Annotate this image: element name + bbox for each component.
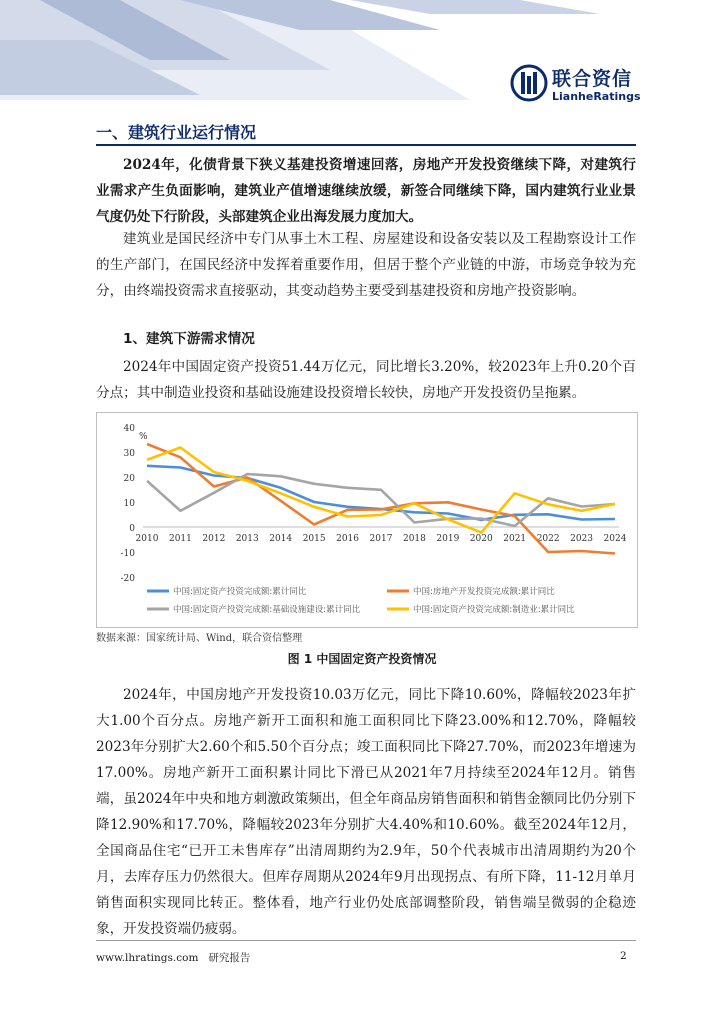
section-divider bbox=[96, 144, 636, 146]
logo-chinese: 联合资信 bbox=[552, 68, 633, 90]
page-number: 2 bbox=[620, 950, 627, 962]
series-line-3 bbox=[147, 474, 615, 526]
chart-source: 数据来源：国家统计局、Wind，联合资信整理 bbox=[96, 633, 303, 644]
x-tick-label: 2020 bbox=[469, 534, 493, 544]
y-tick-label: 10 bbox=[123, 499, 135, 509]
footer-url[interactable]: www.lhratings.com bbox=[96, 952, 199, 964]
legend-label: 中国:固定资产投资完成额:基础设施建设:累计同比 bbox=[173, 605, 361, 615]
x-tick-label: 2017 bbox=[369, 534, 393, 544]
x-tick-label: 2013 bbox=[235, 534, 259, 544]
y-tick-label: 40 bbox=[123, 424, 135, 434]
investment-chart bbox=[96, 412, 638, 628]
y-tick-label: 0 bbox=[129, 524, 135, 534]
investment-paragraph: 2024年中国固定资产投资51.44万亿元，同比增长3.20%，较2023年上升0.20个百分点；其中制造业投资和基础设施建设投资增长较快，房地产开发投资仍呈拖累。 bbox=[96, 359, 636, 401]
section-title: 一、建筑行业运行情况 bbox=[96, 123, 257, 142]
lianhe-logo bbox=[510, 64, 650, 108]
intro-paragraph: 建筑业是国民经济中专门从事土木工程、房屋建设和设备安装以及工程勘察设计工作的生产部门，在国民经济中发挥着重要作用，但居于整个产业链的中游，市场竞争较为充分，由终端投资需求直接驱动，其变动趋势主要受到基建投资和房地产投资影响。 bbox=[96, 231, 636, 299]
lianhe-logo-icon bbox=[510, 64, 548, 102]
footer-label: 研究报告 bbox=[208, 952, 251, 964]
legend-label: 中国:固定资产投资完成额:累计同比 bbox=[173, 587, 307, 597]
y-tick-label: -10 bbox=[120, 549, 135, 559]
real-estate-paragraph: 2024年，中国房地产开发投资10.03万亿元，同比下降10.60%，降幅较2023年扩大1.00个百分点。房地产新开工面积和施工面积同比下降23.00%和12.70%，降幅较2023年分别扩大2.60个和5.50个百分点；竣工面积同比下降27.70%，而2023年增速为17.00%。房地产新开工面积累计同比下滑已从2021年7月持续至2024年12月。销售端，虽2024年中央和地方刺激政策频出，但全年商品房销售面积和销售金额同比仍分别下降12.90%和17.70%，降幅较2023年分别扩大4.40%和10.60%。截至2024年12月，全国商品住宅“已开工未售库存”出清周期约为2.9年，50个代表城市出清周期约为20个月，去库存压力仍然很大。但库存周期从2024年9月出现拐点、有所下降，11-12月单月销售面积实现同比转正。整体看，地产行业仍处底部调整阶段，销售端呈微弱的企稳迹象，开发投资端仍疲弱。 bbox=[96, 687, 636, 937]
x-tick-label: 2021 bbox=[503, 534, 527, 544]
x-tick-label: 2010 bbox=[135, 534, 159, 544]
investment-line-chart bbox=[97, 413, 637, 627]
subsection-title: 1、建筑下游需求情况 bbox=[123, 331, 255, 347]
x-tick-label: 2012 bbox=[202, 534, 226, 544]
y-tick-label: -20 bbox=[120, 574, 135, 584]
x-tick-label: 2016 bbox=[336, 534, 360, 544]
y-unit-label: % bbox=[139, 432, 148, 442]
x-tick-label: 2024 bbox=[603, 534, 627, 544]
summary-paragraph: 2024年，化债背景下狭义基建投资增速回落，房地产开发投资继续下降，对建筑行业需求产生负面影响，建筑业产值增速继续放缓，新签合同继续下降，国内建筑行业业景气度仍处下行阶段，头部建筑企业出海发展力度加大。 bbox=[96, 157, 636, 225]
x-tick-label: 2023 bbox=[570, 534, 594, 544]
figure-caption: 图 1 中国固定资产投资情况 bbox=[287, 652, 437, 666]
footer-site bbox=[96, 950, 250, 965]
y-tick-label: 20 bbox=[123, 474, 135, 484]
logo-english: LianheRatings bbox=[552, 90, 641, 103]
x-tick-label: 2015 bbox=[302, 534, 326, 544]
legend-label: 中国:固定资产投资完成额:制造业:累计同比 bbox=[413, 605, 575, 615]
x-tick-label: 2018 bbox=[402, 534, 426, 544]
y-tick-label: 30 bbox=[123, 449, 135, 459]
footer-divider bbox=[96, 940, 636, 941]
x-tick-label: 2014 bbox=[269, 534, 293, 544]
x-tick-label: 2022 bbox=[536, 534, 560, 544]
x-tick-label: 2019 bbox=[436, 534, 460, 544]
x-tick-label: 2011 bbox=[168, 534, 192, 544]
legend-label: 中国:房地产开发投资完成额:累计同比 bbox=[413, 587, 555, 597]
